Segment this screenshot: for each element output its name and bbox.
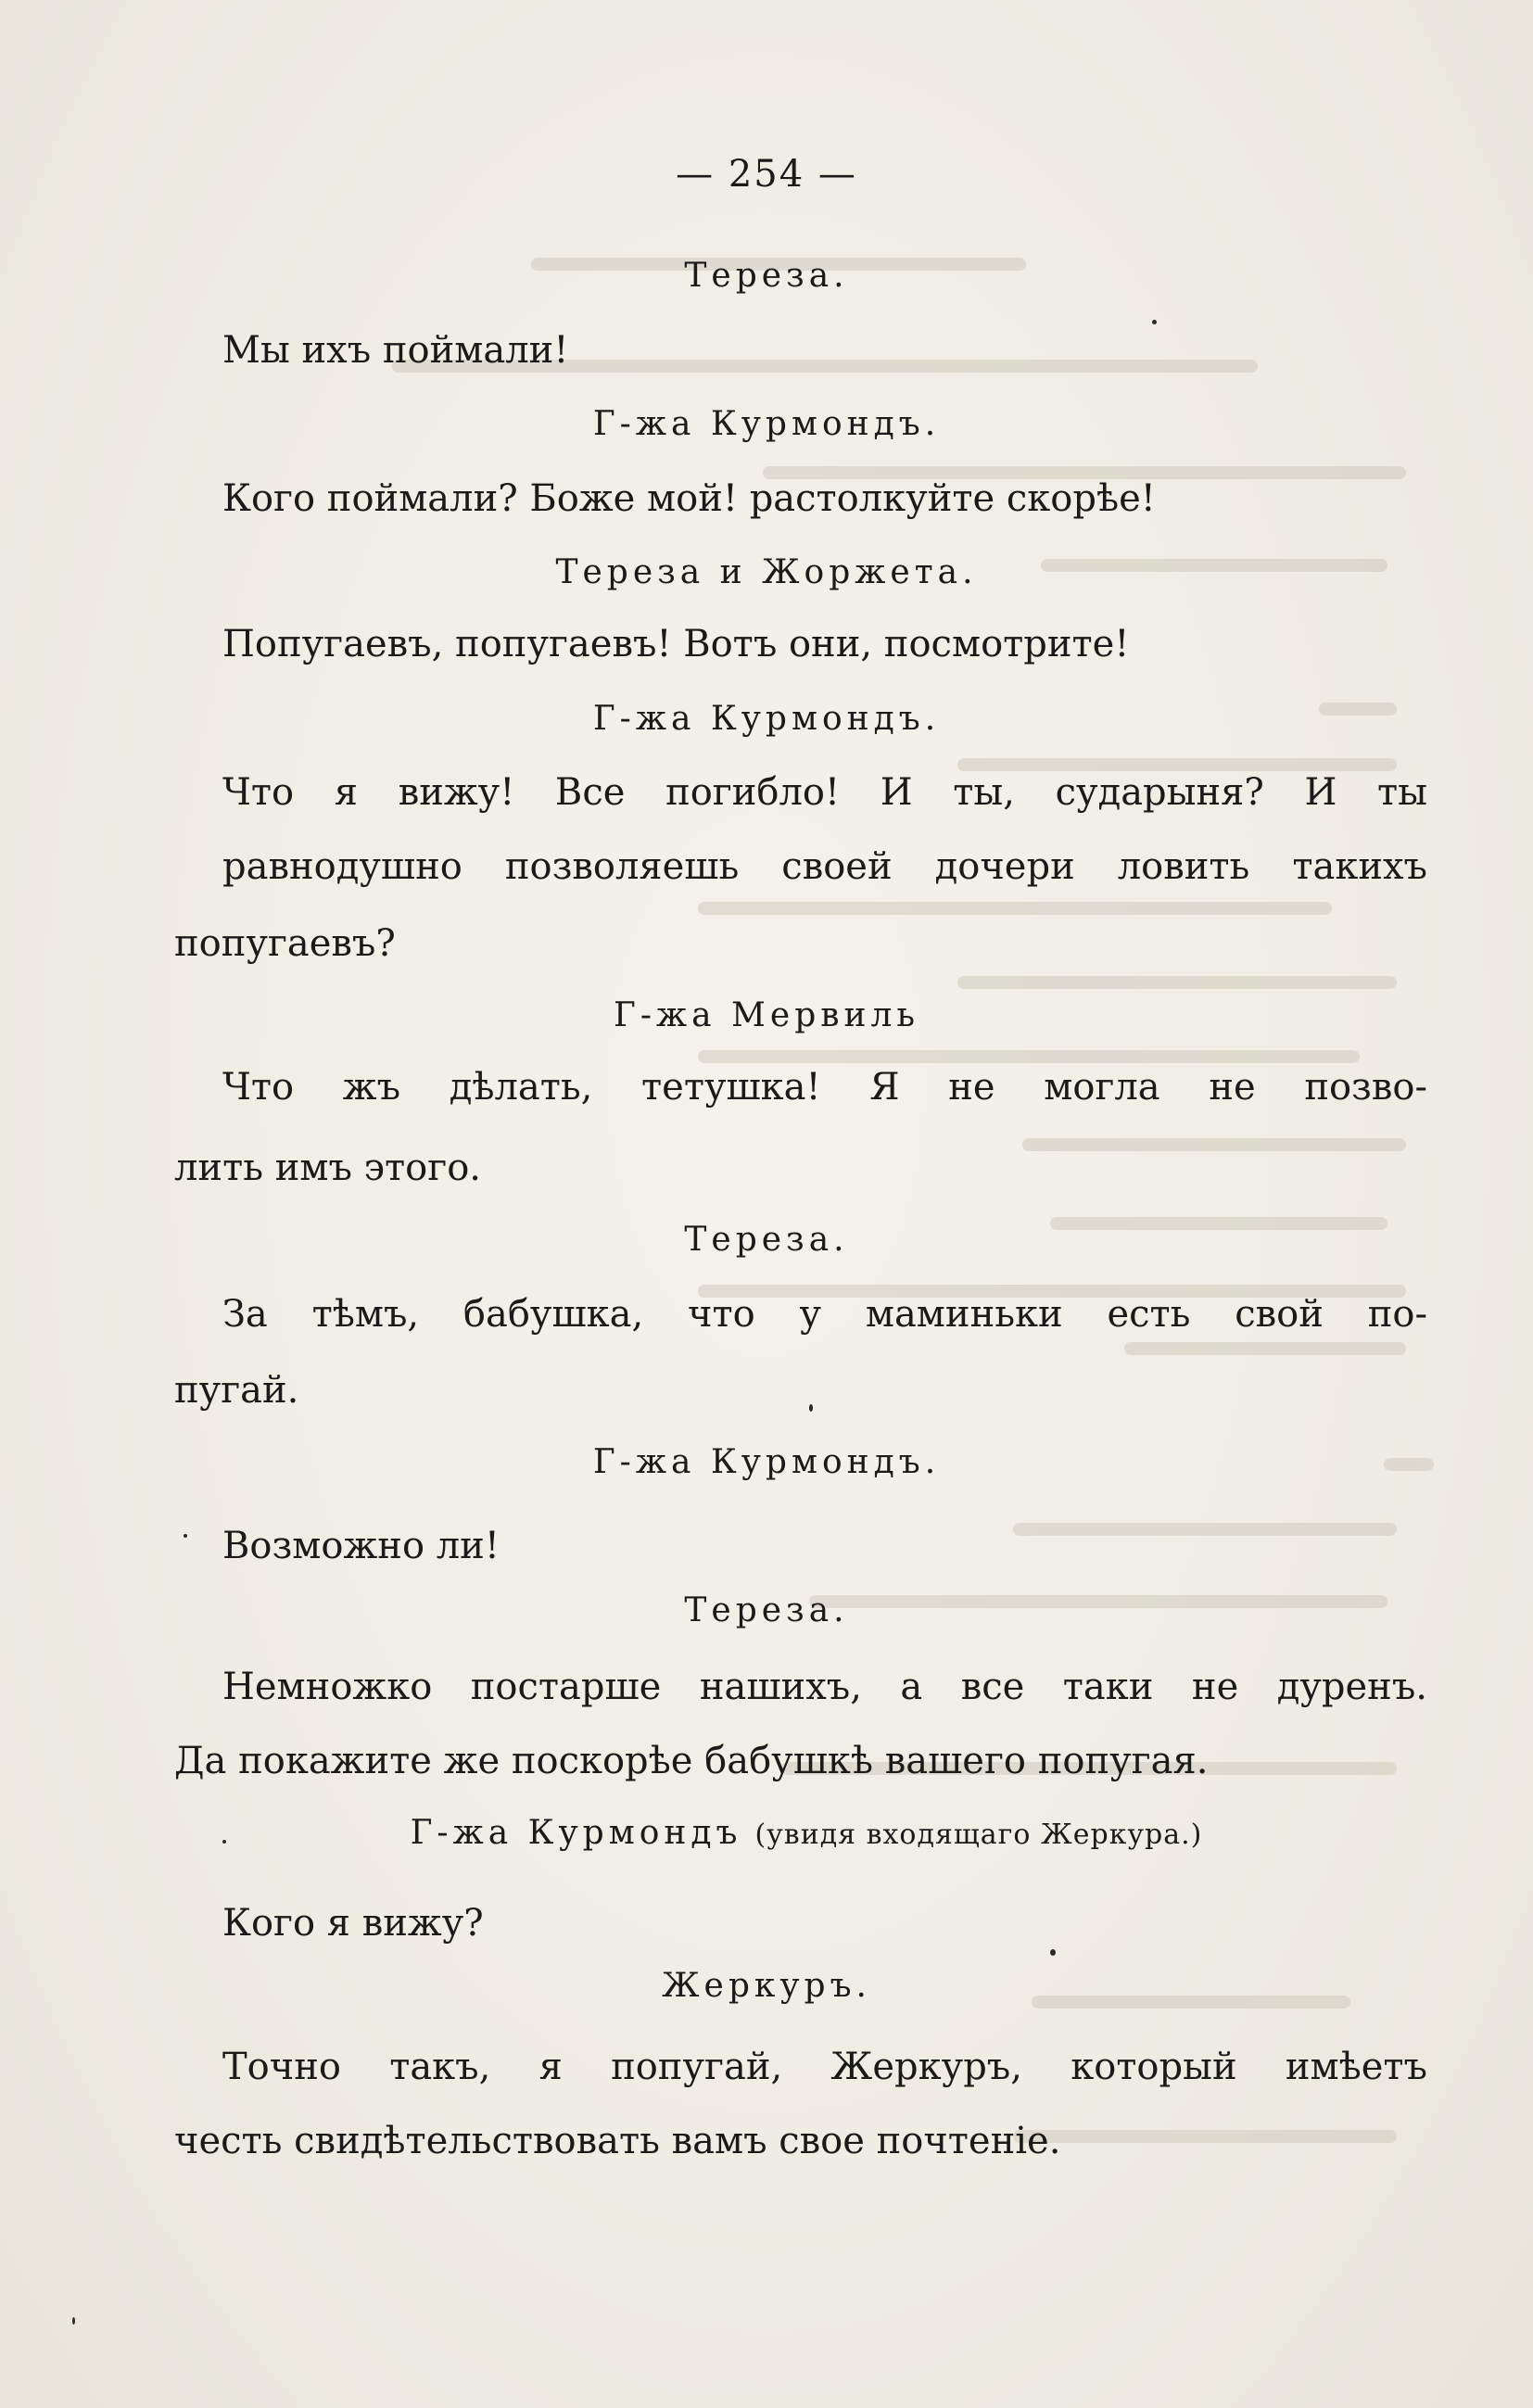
speaker-name: Тереза. xyxy=(684,1221,849,1259)
speaker-name: Г-жа Курмондъ. xyxy=(592,405,941,443)
speaker-name: Г-жа Курмондъ. xyxy=(592,700,941,738)
print-speck xyxy=(1050,1949,1056,1956)
speaker-name: Тереза и Жоржета. xyxy=(555,553,978,591)
speaker-name: Г-жа Курмондъ. xyxy=(592,1443,941,1481)
dialogue-line: Мы ихъ поймали! xyxy=(222,329,569,372)
speaker-name: Жеркуръ. xyxy=(662,1967,871,2005)
dialogue-line: пугай. xyxy=(174,1369,299,1412)
speaker-name: Тереза. xyxy=(684,1591,849,1629)
dialogue-line: Да покажите же поскорѣе бабушкѣ вашего попугая. xyxy=(174,1740,1209,1782)
dialogue-line: лить имъ этого. xyxy=(174,1147,481,1189)
dialogue-line: честь свидѣтельствовать вамъ свое почтеніе. xyxy=(174,2120,1061,2162)
dialogue-line: Что жъ дѣлать, тетушка! Я не могла не позво- xyxy=(222,1066,1427,1109)
print-speck xyxy=(222,1840,226,1844)
speaker-name: Г-жа Мервиль xyxy=(614,996,919,1034)
dialogue-line: За тѣмъ, бабушка, что у маминьки есть свой по- xyxy=(222,1293,1427,1336)
dialogue-line: Что я вижу! Все погибло! И ты, сударыня? И ты xyxy=(222,771,1427,814)
speaker-name: Г-жа Курмондъ xyxy=(410,1814,742,1852)
print-speck xyxy=(1152,320,1157,324)
dialogue-line: Немножко постарше нашихъ, а все таки не дуренъ. xyxy=(222,1666,1427,1708)
dialogue-line: равнодушно позволяешь своей дочери ловить такихъ xyxy=(222,845,1427,888)
print-speck xyxy=(72,2317,75,2325)
speaker-name: Тереза. xyxy=(684,257,849,295)
stage-direction: (увидя входящаго Жеркура.) xyxy=(754,1819,1203,1851)
print-speck xyxy=(809,1404,813,1412)
dialogue-line: Кого поймали? Боже мой! растолкуйте скорѣе! xyxy=(222,477,1156,520)
dialogue-line: попугаевъ? xyxy=(174,922,396,965)
dialogue-line: Точно такъ, я попугай, Жеркуръ, который имѣетъ xyxy=(222,2046,1427,2088)
dialogue-line: Возможно ли! xyxy=(222,1525,500,1567)
dialogue-line: Кого я вижу? xyxy=(222,1902,484,1945)
print-speck xyxy=(184,1534,187,1538)
dialogue-line: Попугаевъ, попугаевъ! Вотъ они, посмотрите! xyxy=(222,623,1130,665)
page-number: — 254 — xyxy=(676,153,857,196)
speaker-with-stage-direction xyxy=(167,1814,1446,1852)
